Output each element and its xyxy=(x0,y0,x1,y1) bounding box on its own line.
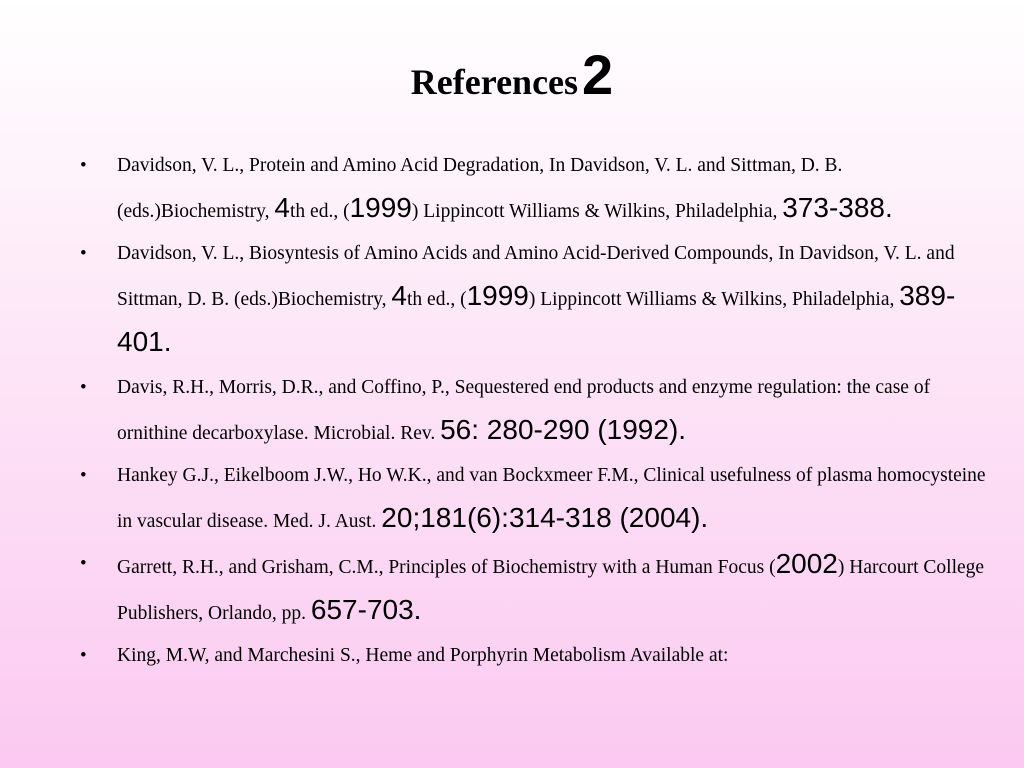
slide-title xyxy=(0,42,1024,107)
reference-emphasis-text: 1999 xyxy=(349,192,412,223)
reference-emphasis-text: 2002 xyxy=(775,548,838,579)
reference-list xyxy=(0,145,1024,677)
bullet-icon: • xyxy=(80,465,87,486)
reference-item xyxy=(0,543,1024,635)
reference-text: Garrett, R.H., and Grisham, C.M., Principles of Biochemistry with a Human Focus ( xyxy=(117,557,776,578)
reference-emphasis-text: 657-703. xyxy=(310,594,422,625)
bullet-icon: • xyxy=(80,645,87,666)
reference-item xyxy=(0,455,1024,543)
reference-emphasis-text: 373-388. xyxy=(782,192,893,223)
reference-text: ) Harcourt College Publishers, Orlando, pp. xyxy=(117,557,985,624)
reference-emphasis-text: 56: 280-290 (1992). xyxy=(440,414,687,445)
reference-text: Hankey G.J., Eikelboom J.W., Ho W.K., and van Bockxmeer F.M., Clinical usefulness of plasma homocysteine in vascular disease. Med. J. Aust. xyxy=(117,465,986,532)
reference-item xyxy=(0,367,1024,455)
slide-title-text: References xyxy=(410,62,579,102)
reference-emphasis-text: 20;181(6):314-318 (2004). xyxy=(381,502,709,533)
reference-text: Davis, R.H., Morris, D.R., and Coffino, P., Sequestered end products and enzyme regulation: the case of ornithine decarboxylase. Microbial. Rev. xyxy=(117,377,931,444)
reference-item xyxy=(0,233,1024,367)
bullet-icon: • xyxy=(80,377,87,398)
reference-text: th ed., ( xyxy=(407,289,467,310)
reference-text: Davidson, V. L., Biosyntesis of Amino Acids and Amino Acid-Derived Compounds, In Davidson, V. L. and Sittman, D. B. (eds.)Biochemistry, xyxy=(117,243,955,310)
reference-emphasis-text: 4 xyxy=(391,280,407,311)
reference-text: th ed., ( xyxy=(290,201,350,222)
reference-text: King, M.W, and Marchesini S., Heme and Porphyrin Metabolism Available at: xyxy=(117,645,729,666)
bullet-icon: • xyxy=(80,553,87,574)
reference-item xyxy=(0,635,1024,677)
reference-emphasis-text: 389-401. xyxy=(117,280,956,357)
reference-text: Davidson, V. L., Protein and Amino Acid Degradation, In Davidson, V. L. and Sittman, D. B. (eds.)Biochemistry, xyxy=(117,155,843,222)
slide-title-number: 2 xyxy=(582,43,614,106)
reference-emphasis-text: 1999 xyxy=(466,280,529,311)
reference-text: ) Lippincott Williams & Wilkins, Philadelphia, xyxy=(528,289,900,310)
reference-emphasis-text: 4 xyxy=(274,192,290,223)
reference-text: ) Lippincott Williams & Wilkins, Philadelphia, xyxy=(411,201,783,222)
reference-item xyxy=(0,145,1024,233)
bullet-icon: • xyxy=(80,243,87,264)
bullet-icon: • xyxy=(80,155,87,176)
